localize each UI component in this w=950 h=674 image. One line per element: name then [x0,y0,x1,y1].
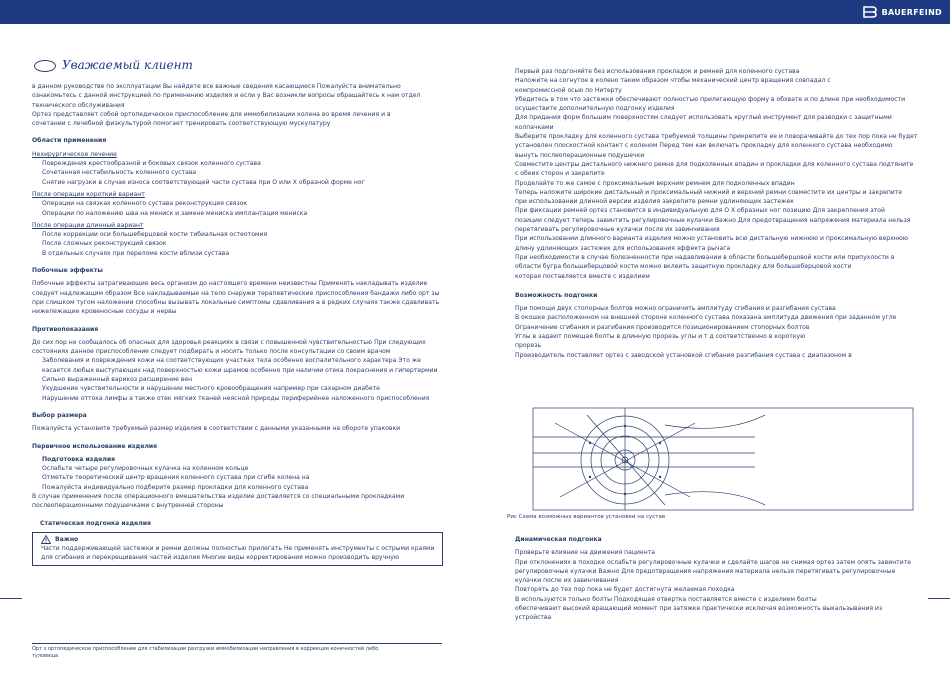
list-item: касается любых выступающих над поверхностью кожи шрамов особенно при наличии отека покраснения и гипертермии [42,366,438,374]
footnote-line: туловища [32,653,59,659]
paragraph-line: Повторять до тех пор пока не будет достигнута желаемая походка [515,586,735,594]
footnote [32,643,442,660]
margin-mark-right [928,598,950,599]
page-title: Уважаемый клиент [62,58,193,73]
joint-settings-diagram [515,405,920,513]
paragraph-line: длину удлиняющих застежек для использования эффекта рычага [515,244,731,252]
section-heading-first-use: Первичное использование изделия [32,442,158,450]
section-heading-indications: Области применения [32,137,107,145]
list-item: Операции на связках коленного сустава реконструкция связок [42,200,248,208]
intro-line: в данном руководстве по эксплуатации Вы найдете все важные сведения касающиеся Пожалуйста внимательно [32,83,401,90]
paragraph-line: колпачками [515,123,554,131]
list-item: После коррекции оси большеберцовой кости тибиальная остеотомия [42,231,268,239]
section-heading-size: Выбор размера [32,411,87,419]
paragraph-line: установлен плоскостной контакт с коленом Перед тем как включать прокладку для коленного сустава необходимо [515,142,893,150]
title-oval-mark [34,60,56,72]
subsection-nonsurgical: Нехирургическое лечение [32,150,117,158]
list-item: Сильно выраженный варикоз расширение вен [42,376,193,384]
paragraph-line: устройства [515,614,552,622]
intro-line: сочетании с лечебной физкультурой помогает тренировать соответствующую мускулатуру [32,120,331,128]
paragraph-line: При фиксации ремней ортез становится в индивидуальную для О Х образных ног позицию Для закрепления этой [515,207,885,215]
paragraph-line: Первый раз подгоняйте без использования прокладок и ремней для коленного сустава [515,68,800,75]
paragraph-line: При использовании длинного варианта изделия можно установить всю дистальную нижнюю и проксимальную верхнюю [515,235,908,243]
subsection-postop-short: После операции короткий вариант [32,190,145,198]
paragraph-line: при использовании длинной версии изделия закрепите ремни удлиняющих застежек [515,198,794,206]
paragraph-line: Пожалуйста установите требуемый размер изделия в соответствии с данными указанными на обороте упаковки [32,425,401,433]
paragraph-line: При помощи двух стопорных болтов можно ограничить амплитуду сгибания и разгибания сустава [515,305,836,313]
list-item: Сочетанная нестабильность коленного сустава [42,169,197,177]
list-item: В отдельных случаях при переломе кости вблизи сустава [42,249,230,257]
brand-logo [862,3,942,21]
paragraph-line: Выберите прокладку для коленного сустава требуемой толщины прикрепите ее и поворачивайте до тех пор пока не будет [515,133,918,141]
paragraph-line: Совместите центры дистального нижнего ремня для подколенных впадин и прокладки для коленного сустава подтяните [515,160,914,168]
paragraph-line: Побочные эффекты затрагивающие весь организм до настоящего времени неизвестны Применять накладывать изделие [32,280,428,288]
list-item: Снятие нагрузки в случае износа соответствующей части сустава при О или Х образной форме ног [42,178,365,186]
warning-triangle-icon [41,535,51,544]
right-column [515,67,920,360]
list-item: Повреждения крестообразной и боковых связок коленного сустава [42,160,261,168]
paragraph-line: при слишком тугом наложении способны вызывать локальные симптомы сдавливания а в редких случаях также сдавливать [32,298,440,306]
list-item: Ослабьте четыре регулировочных кулачка на коленном кольце [42,465,249,473]
intro-text [32,82,442,128]
intro-line: ознакомьтесь с данной инструкцией по применению изделия и если у Вас возникли вопросы обращайтесь к нам отдел [32,92,421,100]
paragraph-line: При необходимости в случае болезненности при надавливании в области большеберцовой кости или припухлости в [515,253,895,261]
intro-line: технического обслуживания [32,101,125,109]
paragraph-line: позиции следует теперь завинтить регулировочные кулачки Важно Для предотвращения напряжения материала нельзя [515,216,911,224]
paragraph-line: кулачки после их завинчивания [515,577,619,585]
paragraph-line: осуществите дополнительную подгонку изделия [515,105,675,113]
paragraph-line: состояниях данное приспособление следует подбирать и носить только после консультации со своим врачом [32,348,391,356]
section-heading-adjustment: Возможность подгонки [515,291,598,299]
right-column-dynamic [515,535,920,623]
paragraph-line: послеоперационными подушечками с внутренней стороны [32,502,224,510]
warning-title: Важно [55,535,79,543]
warning-line: для сгибания и перекрещивания частей изделия Многие виды корректирования можно производить вручную [41,554,399,562]
greeting-row [34,60,442,72]
paragraph-line: с обеих сторон и закрепите [515,170,605,178]
paragraph-line: При отклонениях в походке ослабьте регулировочные кулачки и сделайте шагов не снимая ортез затем опять завинтите [515,558,911,566]
paragraph-line: компромиссной осью по Нитерту [515,86,622,94]
brand-logo-icon [862,5,878,19]
section-heading-dynamic-fitting: Динамическая подгонка [515,536,602,543]
margin-mark-left [0,598,22,599]
paragraph-line: Производитель поставляет ортез с заводской установкой сгибания разгибания сустава с диапазоном в [515,351,852,359]
warning-line: Части поддерживающей застежки и ремни должны полностью прилегать Не применять инструменты с острыми краями [41,545,435,553]
subsection-postop-long: После операции длинный вариант [32,221,144,229]
paragraph-line: Углы в задают помещая болты в длинную прорезь углы и т д соответственно в короткую [515,333,806,341]
list-item: Пожалуйста индивидуально подберите размер прокладки для коленного сустава [42,483,309,491]
paragraph-line: Проверьте влияние на движения пациента [515,549,656,557]
left-column [32,60,442,566]
warning-box [32,532,443,566]
warning-header [41,535,436,544]
list-item: После сложных реконструкций связок [42,240,167,248]
figure-caption: Рис Схема возможных вариантов установки на сустав [507,514,666,520]
paragraph-line: регулировочные кулачки Важно Для предотвращения напряжения материала нельзя перетягивать регулировочные [515,567,896,575]
paragraph-line: Теперь наложите широкие дистальный и проксимальный нижний и верхний ремни совместите их центры и закрепите [515,188,903,196]
paragraph-line: следует надлежащим образом Все накладываемые на тело снаружи терапевтические приспособления бандажи либо орт зы [32,289,440,297]
paragraph-line: Проделайте то же самое с проксимальным верхним ремнем для подколенных впадин [515,179,795,187]
paragraph-line: обеспечивают высокий вращающий момент при затяжке практически исключая возможность выкальзывания из [515,605,883,613]
list-item: Отметьте теоретический центр вращения коленного сустава при сгибе колена на [42,474,310,482]
paragraph-line: перетягивать регулировочные кулачки после их завинчивания [515,226,720,234]
intro-line: Ортез представляет собой ортопедическое приспособление для иммобилизации колена во время лечения и в [32,110,391,118]
paragraph-line: В случае применения после операционного вмешательства изделие доставляется со специальными прокладками [32,492,405,500]
paragraph-line: прорезь [515,342,542,350]
paragraph-line: В используются только болты Подходящая отвертка поставляется вместе с изделием болты [515,595,817,603]
paragraph-line: области бугра большеберцовой кости можно вклеить защитную прокладку для большеберцовой кости [515,263,852,271]
top-bar [0,0,950,24]
paragraph-line: В окошке расположенном на внешней стороне коленного сустава показана амплитуда движения при заданном угле [515,314,897,322]
footnote-line: Орт з ортопедическое приспособление для стабилизации разгрузки иммобилизации направления в коррекции конечностей либо [32,646,379,652]
paragraph-line: Убедитесь в том что застежки обеспечивают полностью прилегающую форму в обхвате и по длине при необходимости [515,95,906,103]
section-heading-contraindications: Противопоказания [32,325,99,333]
list-item: Операции по наложению шва на мениск и замене мениска имплантация мениска [42,209,308,217]
list-item: Нарушение оттока лимфы а также отек мягких тканей неясной природы периферийнее наложенного приспособления [42,394,430,402]
list-item: Ухудшение чувствительности и нарушение местного кровообращения например при сахарном диабете [42,385,380,393]
paragraph-line: Ограничение сгибания и разгибания производится позиционированием стопорных болтов [515,323,810,331]
list-item: Заболевания и повреждения кожи на соответствующих участках тела особенно воспалительного характера Это же [42,357,422,365]
paragraph-line: Наложите на согнутое в колено таким образом чтобы механический центр вращения совпадал с [515,77,831,85]
paragraph-line: До сих пор не сообщалось об опасных для здоровья реакциях в связи с повышенной чувствительностью При следующих [32,338,426,346]
paragraph-line: которая поставляется вместе с изделием [515,272,650,280]
section-heading-static-fitting: Статическая подгонка изделия [40,519,151,527]
brand-name: BAUERFEIND [881,7,942,17]
paragraph-line: вынуть послеоперационные подушечки [515,151,645,159]
paragraph-line: нижележащие кровеносные сосуды и нервы [32,308,177,316]
paragraph-line: Для придания форм большим поверхностям следует использовать круглый инструмент для разводки с защитными [515,114,892,122]
subsection-preparation: Подготовка изделия [42,455,116,463]
section-heading-side-effects: Побочные эффекты [32,267,103,275]
